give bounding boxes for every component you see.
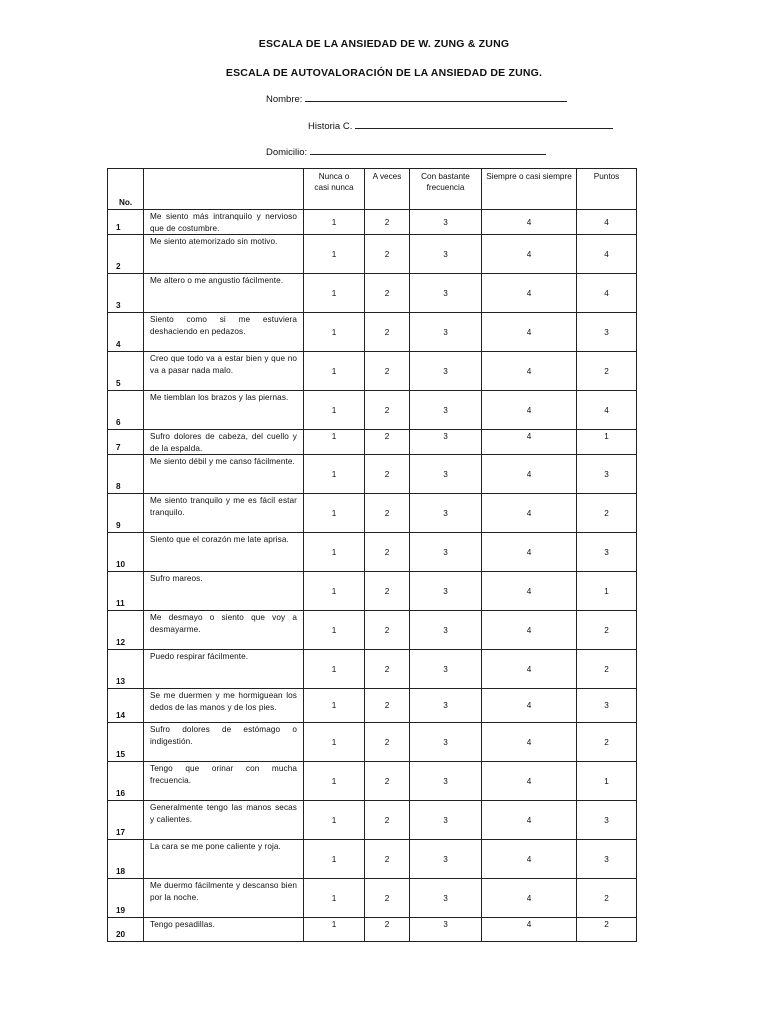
- score-siempre: 4: [482, 455, 577, 494]
- row-question: La cara se me pone caliente y roja.: [144, 840, 304, 879]
- row-number: 14: [108, 689, 144, 723]
- row-question: Me desmayo o siento que voy a desmayarme.: [144, 611, 304, 650]
- row-number: 5: [108, 352, 144, 391]
- score-puntos: 2: [577, 918, 637, 942]
- score-puntos: 2: [577, 723, 637, 762]
- score-nunca: 1: [304, 235, 365, 274]
- score-nunca: 1: [304, 352, 365, 391]
- score-nunca: 1: [304, 455, 365, 494]
- row-question: Me siento tranquilo y me es fácil estar tranquilo.: [144, 494, 304, 533]
- score-puntos: 4: [577, 274, 637, 313]
- score-bastante: 3: [410, 801, 482, 840]
- score-bastante: 3: [410, 723, 482, 762]
- row-number: 8: [108, 455, 144, 494]
- score-puntos: 4: [577, 210, 637, 235]
- row-question: Me siento más intranquilo y nervioso que de costumbre.: [144, 210, 304, 235]
- nombre-input-line[interactable]: [305, 92, 567, 102]
- domicilio-input-line[interactable]: [310, 145, 546, 155]
- row-question: Me altero o me angustio fácilmente.: [144, 274, 304, 313]
- row-question: Sufro dolores de estómago o indigestión.: [144, 723, 304, 762]
- score-nunca: 1: [304, 210, 365, 235]
- header-question: [144, 169, 304, 210]
- score-siempre: 4: [482, 533, 577, 572]
- score-siempre: 4: [482, 235, 577, 274]
- row-number: 20: [108, 918, 144, 942]
- score-a-veces: 2: [365, 430, 410, 455]
- score-bastante: 3: [410, 274, 482, 313]
- row-question: Generalmente tengo las manos secas y calientes.: [144, 801, 304, 840]
- score-nunca: 1: [304, 689, 365, 723]
- score-siempre: 4: [482, 918, 577, 942]
- score-a-veces: 2: [365, 235, 410, 274]
- score-bastante: 3: [410, 352, 482, 391]
- score-siempre: 4: [482, 430, 577, 455]
- score-siempre: 4: [482, 723, 577, 762]
- row-question: Me tiemblan los brazos y las piernas.: [144, 391, 304, 430]
- table-row: [108, 210, 637, 235]
- score-a-veces: 2: [365, 313, 410, 352]
- score-puntos: 2: [577, 611, 637, 650]
- score-nunca: 1: [304, 879, 365, 918]
- score-puntos: 1: [577, 762, 637, 801]
- score-siempre: 4: [482, 313, 577, 352]
- score-a-veces: 2: [365, 611, 410, 650]
- score-a-veces: 2: [365, 572, 410, 611]
- score-puntos: 2: [577, 352, 637, 391]
- row-question: Me duermo fácilmente y descanso bien por la noche.: [144, 879, 304, 918]
- score-bastante: 3: [410, 689, 482, 723]
- score-bastante: 3: [410, 235, 482, 274]
- score-puntos: 3: [577, 533, 637, 572]
- score-siempre: 4: [482, 689, 577, 723]
- table-row: [108, 650, 637, 689]
- score-nunca: 1: [304, 391, 365, 430]
- score-siempre: 4: [482, 572, 577, 611]
- score-puntos: 3: [577, 689, 637, 723]
- row-number: 13: [108, 650, 144, 689]
- table-row: [108, 391, 637, 430]
- score-siempre: 4: [482, 494, 577, 533]
- row-question: Se me duermen y me hormiguean los dedos de las manos y de los pies.: [144, 689, 304, 723]
- table-row: [108, 762, 637, 801]
- score-bastante: 3: [410, 650, 482, 689]
- scale-subtitle: ESCALA DE AUTOVALORACIÓN DE LA ANSIEDAD DE ZUNG.: [225, 67, 543, 79]
- historia-input-line[interactable]: [355, 119, 613, 129]
- score-puntos: 1: [577, 572, 637, 611]
- table-header-row: [108, 169, 637, 210]
- score-a-veces: 2: [365, 723, 410, 762]
- scale-title: ESCALA DE LA ANSIEDAD DE W. ZUNG & ZUNG: [258, 38, 510, 50]
- score-bastante: 3: [410, 572, 482, 611]
- score-siempre: 4: [482, 879, 577, 918]
- score-siempre: 4: [482, 650, 577, 689]
- historia-label: Historia C.: [308, 121, 353, 132]
- score-puntos: 2: [577, 494, 637, 533]
- row-number: 12: [108, 611, 144, 650]
- score-nunca: 1: [304, 650, 365, 689]
- row-question: Sufro dolores de cabeza, del cuello y de la espalda.: [144, 430, 304, 455]
- score-bastante: 3: [410, 391, 482, 430]
- score-bastante: 3: [410, 918, 482, 942]
- score-siempre: 4: [482, 840, 577, 879]
- table-row: [108, 430, 637, 455]
- score-a-veces: 2: [365, 494, 410, 533]
- row-question: Tengo pesadillas.: [144, 918, 304, 942]
- row-number: 6: [108, 391, 144, 430]
- row-number: 18: [108, 840, 144, 879]
- score-bastante: 3: [410, 611, 482, 650]
- table-row: [108, 235, 637, 274]
- score-nunca: 1: [304, 840, 365, 879]
- row-question: Creo que todo va a estar bien y que no va a pasar nada malo.: [144, 352, 304, 391]
- row-number: 1: [108, 210, 144, 235]
- score-puntos: 3: [577, 840, 637, 879]
- table-row: [108, 611, 637, 650]
- score-puntos: 2: [577, 650, 637, 689]
- table-row: [108, 689, 637, 723]
- score-nunca: 1: [304, 801, 365, 840]
- score-bastante: 3: [410, 313, 482, 352]
- score-nunca: 1: [304, 572, 365, 611]
- table-row: [108, 801, 637, 840]
- score-puntos: 3: [577, 801, 637, 840]
- row-question: Sufro mareos.: [144, 572, 304, 611]
- header-puntos: Puntos: [577, 169, 637, 210]
- header-siempre: Siempre o casi siempre: [482, 169, 577, 210]
- score-bastante: 3: [410, 494, 482, 533]
- table-row: [108, 572, 637, 611]
- score-siempre: 4: [482, 352, 577, 391]
- row-question: Puedo respirar fácilmente.: [144, 650, 304, 689]
- row-number: 2: [108, 235, 144, 274]
- table-row: [108, 723, 637, 762]
- row-number: 9: [108, 494, 144, 533]
- score-siempre: 4: [482, 611, 577, 650]
- row-question: Me siento atemorizado sin motivo.: [144, 235, 304, 274]
- row-number: 16: [108, 762, 144, 801]
- score-siempre: 4: [482, 801, 577, 840]
- row-number: 4: [108, 313, 144, 352]
- score-a-veces: 2: [365, 840, 410, 879]
- nombre-label: Nombre:: [266, 94, 303, 105]
- table-row: [108, 274, 637, 313]
- score-a-veces: 2: [365, 879, 410, 918]
- table-row: [108, 918, 637, 942]
- score-puntos: 2: [577, 879, 637, 918]
- score-bastante: 3: [410, 210, 482, 235]
- score-bastante: 3: [410, 840, 482, 879]
- row-number: 19: [108, 879, 144, 918]
- score-a-veces: 2: [365, 455, 410, 494]
- row-number: 10: [108, 533, 144, 572]
- score-siempre: 4: [482, 762, 577, 801]
- score-a-veces: 2: [365, 918, 410, 942]
- historia-field: [308, 119, 613, 132]
- table-row: [108, 494, 637, 533]
- nombre-field: [266, 92, 567, 105]
- score-a-veces: 2: [365, 391, 410, 430]
- score-puntos: 4: [577, 235, 637, 274]
- score-a-veces: 2: [365, 650, 410, 689]
- score-puntos: 4: [577, 391, 637, 430]
- score-nunca: 1: [304, 918, 365, 942]
- score-nunca: 1: [304, 494, 365, 533]
- row-number: 15: [108, 723, 144, 762]
- score-a-veces: 2: [365, 352, 410, 391]
- score-puntos: 3: [577, 455, 637, 494]
- header-nunca: Nunca o casi nunca: [304, 169, 365, 210]
- table-row: [108, 879, 637, 918]
- score-nunca: 1: [304, 611, 365, 650]
- score-a-veces: 2: [365, 689, 410, 723]
- score-a-veces: 2: [365, 274, 410, 313]
- header-no: No.: [108, 169, 144, 210]
- score-siempre: 4: [482, 210, 577, 235]
- header-a-veces: A veces: [365, 169, 410, 210]
- table-row: [108, 352, 637, 391]
- score-siempre: 4: [482, 391, 577, 430]
- table-row: [108, 840, 637, 879]
- score-a-veces: 2: [365, 533, 410, 572]
- score-puntos: 1: [577, 430, 637, 455]
- table-row: [108, 455, 637, 494]
- row-question: Me siento débil y me canso fácilmente.: [144, 455, 304, 494]
- header-bastante: Con bastante frecuencia: [410, 169, 482, 210]
- score-bastante: 3: [410, 879, 482, 918]
- row-question: Siento que el corazón me late aprisa.: [144, 533, 304, 572]
- score-bastante: 3: [410, 762, 482, 801]
- row-number: 7: [108, 430, 144, 455]
- score-siempre: 4: [482, 274, 577, 313]
- table-row: [108, 533, 637, 572]
- score-nunca: 1: [304, 274, 365, 313]
- score-a-veces: 2: [365, 801, 410, 840]
- row-question: Tengo que orinar con mucha frecuencia.: [144, 762, 304, 801]
- score-nunca: 1: [304, 762, 365, 801]
- score-bastante: 3: [410, 430, 482, 455]
- domicilio-label: Domicilio:: [266, 147, 308, 158]
- score-nunca: 1: [304, 723, 365, 762]
- score-bastante: 3: [410, 455, 482, 494]
- score-nunca: 1: [304, 313, 365, 352]
- score-nunca: 1: [304, 533, 365, 572]
- domicilio-field: [266, 145, 546, 158]
- row-number: 11: [108, 572, 144, 611]
- score-puntos: 3: [577, 313, 637, 352]
- score-a-veces: 2: [365, 762, 410, 801]
- score-bastante: 3: [410, 533, 482, 572]
- anxiety-scale-table: [107, 168, 637, 942]
- score-nunca: 1: [304, 430, 365, 455]
- row-number: 17: [108, 801, 144, 840]
- row-question: Siento como si me estuviera deshaciendo en pedazos.: [144, 313, 304, 352]
- row-number: 3: [108, 274, 144, 313]
- table-row: [108, 313, 637, 352]
- score-a-veces: 2: [365, 210, 410, 235]
